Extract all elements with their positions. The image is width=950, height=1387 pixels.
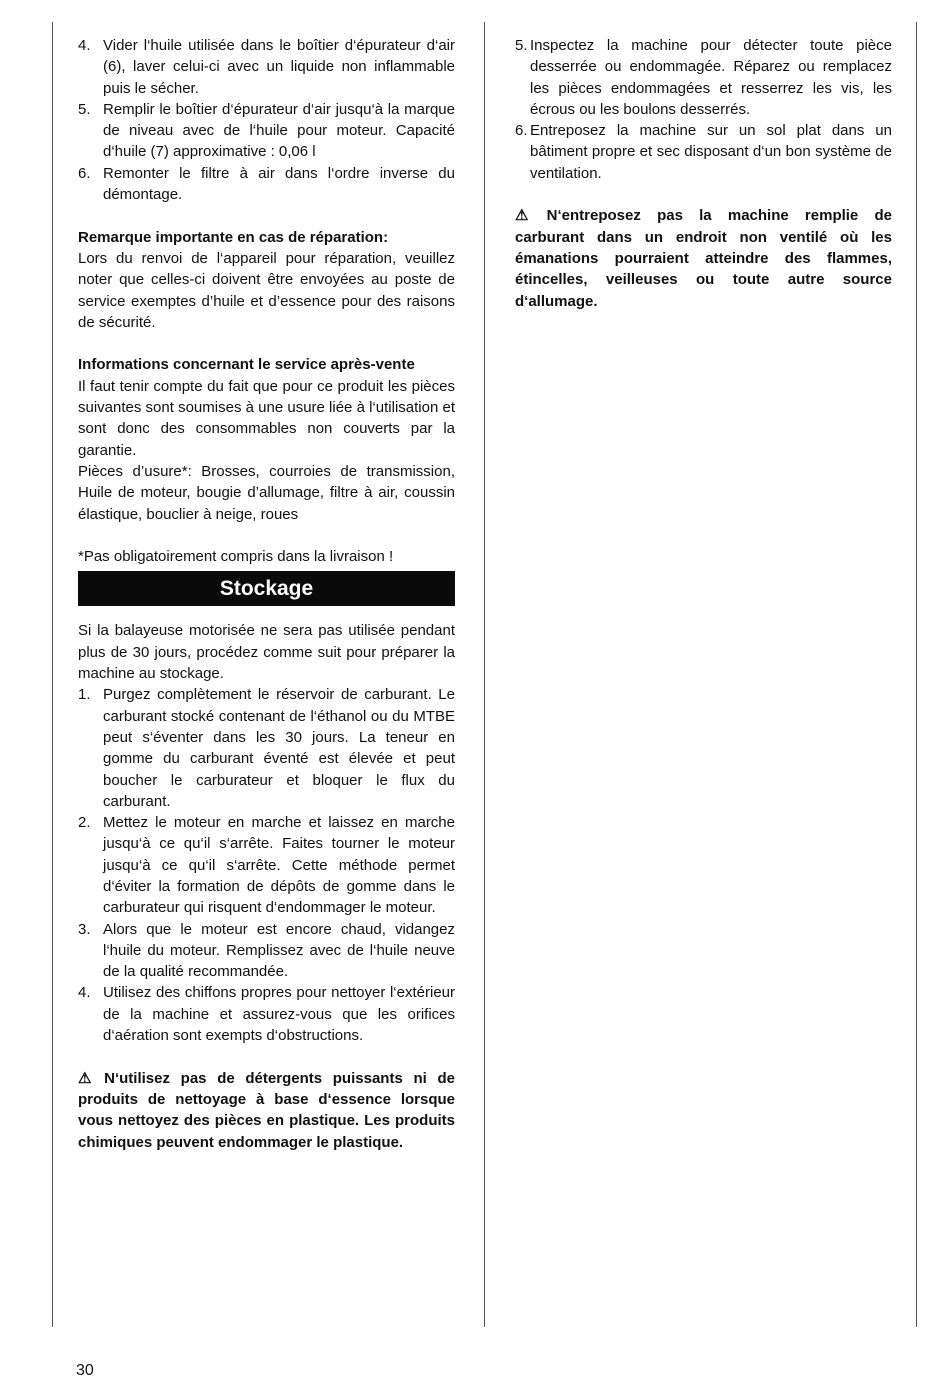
storage-intro: Si la balayeuse motorisée ne sera pas utilisée pendant plus de 30 jours, procédez comme suit pour préparer la machine au stockage.: [78, 622, 455, 683]
list-item: 2. Mettez le moteur en marche et laissez en marche jusqu‘à ce qu‘il s‘arrête. Faites tourner le moteur jusqu‘à ce qu‘il s‘arrête. Cette méthode permet d‘éviter la formation de dépôts de gomme dans le carburateur qui risquent d‘endommager le moteur.: [78, 814, 455, 917]
list-item: 3. Alors que le moteur est encore chaud, vidangez l‘huile du moteur. Remplissez avec de l‘huile neuve de la qualité recommandée.: [78, 920, 455, 981]
service-info-heading: Informations concernant le service après-vente: [78, 356, 415, 374]
warning-icon: ⚠: [515, 207, 529, 225]
repair-note-heading: Remarque importante en cas de réparation:: [78, 228, 389, 246]
column-rule-right: [916, 22, 917, 1327]
list-item: 6. Entreposez la machine sur un sol plat dans un bâtiment propre et sec disposant d‘un bon système de ventilation.: [515, 122, 892, 182]
page-number: 30: [76, 1362, 94, 1379]
list-item: 4. Vider l‘huile utilisée dans le boîtier d‘épurateur d‘air (6), laver celui-ci avec un liquide non inflammable puis le sécher.: [78, 37, 455, 97]
left-column: [78, 35, 455, 1153]
delivery-footnote: *Pas obligatoirement compris dans la livraison !: [78, 548, 394, 566]
list-item: 1. Purgez complètement le réservoir de carburant. Le carburant stocké contenant de l‘éthanol ou du MTBE peut s‘éventer dans les 30 jours. La teneur en gomme du carburant éventé est élevée et peut boucher le carburateur et bloquer le flux du carburant.: [78, 686, 455, 810]
list-item: 5. Inspectez la machine pour détecter toute pièce desserrée ou endommagée. Réparez ou remplacez les pièces endommagées et resserrez les vis, les écrous ou les boulons desserrés.: [515, 37, 892, 118]
column-rule-middle: [484, 22, 485, 1327]
list-item: 5. Remplir le boîtier d‘épurateur d‘air jusqu‘à la marque de niveau avec de l‘huile pour moteur. Capacité d‘huile (7) approximative : 0,06 l: [78, 100, 455, 161]
column-rule-left: [52, 22, 53, 1327]
service-info-text: Il faut tenir compte du fait que pour ce produit les pièces suivantes sont soumises à une usure liée à l‘utilisation et sont donc des consommables non couverts par la garantie.: [78, 377, 455, 459]
repair-note-text: Lors du renvoi de l‘appareil pour réparation, veuillez noter que celles-ci doivent être envoyées au poste de service exemptes d’huile et d’essence pour des raisons de sécurité.: [78, 249, 455, 331]
right-column: [515, 35, 892, 312]
list-item: 4. Utilisez des chiffons propres pour nettoyer l‘extérieur de la machine et assurez-vous que les orifices d‘aération sont exempts d‘obstructions.: [78, 984, 455, 1045]
fuel-storage-warning: ⚠ N‘entreposez pas la machine remplie de carburant dans un endroit non ventilé où les émanations pourraient atteindre des flammes, étincelles, veilleuses ou toute autre source d‘allumage.: [515, 207, 892, 310]
list-item: 6. Remonter le filtre à air dans l‘ordre inverse du démontage.: [78, 164, 455, 204]
storage-warning: ⚠ N‘utilisez pas de détergents puissants ni de produits de nettoyage à base d‘essence lorsque vous nettoyez des pièces en plastique. Les produits chimiques peuvent endommager le plastique.: [78, 1069, 455, 1151]
section-banner-stockage: Stockage: [78, 571, 455, 606]
wear-parts-text: Pièces d’usure*: Brosses, courroies de transmission, Huile de moteur, bougie d’allumage, filtre à air, coussin élastique, bouclier à neige, roues: [78, 462, 455, 523]
warning-icon: ⚠: [78, 1069, 92, 1087]
